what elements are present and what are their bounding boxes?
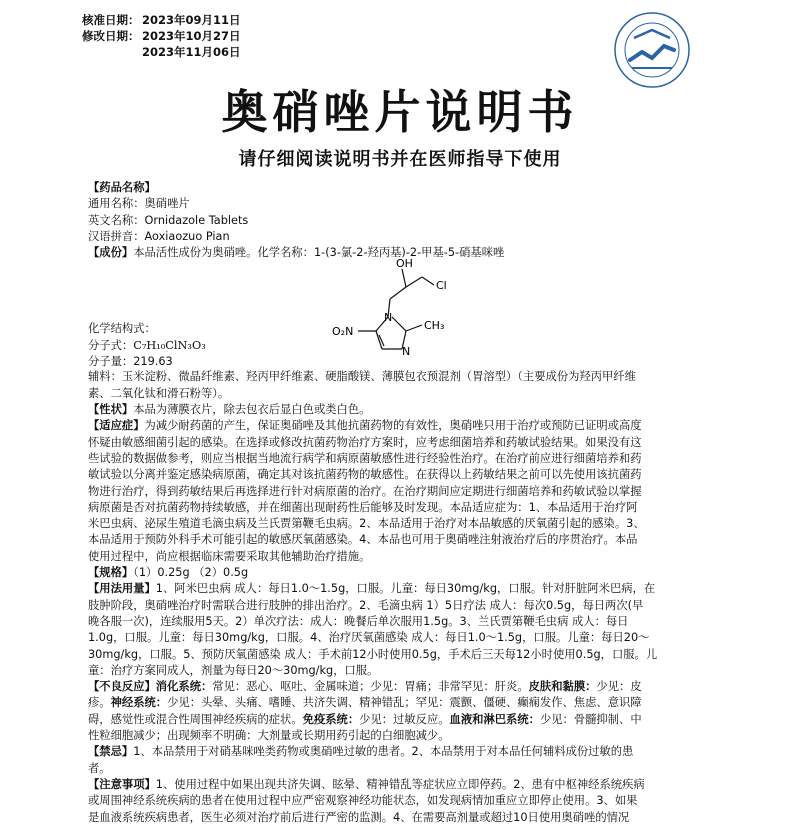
indication-line: 本品适用于预防外科手术可能引起的敏感厌氧菌感染。4、本品也可用于奥硝唑注射液治疗后的序贯治疗。本品 — [88, 533, 638, 547]
adverse-sub-heading: 免疫系统： — [302, 712, 360, 726]
adverse-heading: 【不良反应】 — [88, 680, 156, 694]
generic-name: 通用名称：奥硝唑片 — [88, 197, 190, 211]
page-title: 奥硝唑片说明书 — [221, 85, 579, 139]
approval-dates — [82, 12, 241, 60]
adverse-line: 性粒细胞减少；出现频率不明确：大剂量或长期用药引起的白细胞减少。 — [88, 729, 450, 743]
usage-line: 30mg/kg，口服。5、预防厌氧菌感染 成人：手术前12小时使用0.5g，手术后三天每12小时使用0.5g，口服。儿 — [88, 647, 658, 661]
adverse-sub-heading: 皮肤和黏膜： — [528, 680, 597, 694]
usage-line: 晚各服一次)，连续服用5天。2）单次疗法：成人：晚餐后单次服用1.5g。3、兰氏贾第鞭毛虫病 成人：每日 — [88, 614, 629, 628]
revision-date-label: 修改日期： — [82, 29, 140, 43]
indication-line — [88, 418, 718, 434]
character-heading: 【性状】 — [88, 403, 134, 417]
ch3-label: CH₃ — [424, 319, 445, 333]
excipients-line-2: 素、二氧化钛和滑石粉等）。 — [88, 386, 230, 400]
caution-line — [88, 777, 718, 793]
formula-block — [88, 321, 206, 370]
caution-line: 或周围神经系统疾病的患者在使用过程中应严密观察神经功能状态，如发现病情加重应立即停止使用。3、如果 — [88, 794, 638, 808]
indication-line: 米巴虫病、泌尿生殖道毛滴虫病及兰氏贾第鞭毛虫病。2、本品适用于治疗对本品敏感的厌氧菌引起的感染。3、 — [88, 517, 645, 531]
revision-date-value: 2023年10月27日 — [142, 29, 241, 43]
adverse-sub-heading: 消化系统： — [155, 680, 213, 694]
caution-text: 1、使用过程中如果出现共济失调、眩晕、精神错乱等症状应立即停药。2、患有中枢神经系统疾病 — [155, 777, 645, 791]
adverse-sub-heading: 血液和淋巴系统： — [449, 712, 540, 726]
character-line — [88, 402, 718, 418]
usage-line — [88, 581, 718, 597]
adverse-text: 少见：皮 — [596, 680, 642, 694]
no2-label: O₂N — [332, 325, 354, 339]
approval-date-value: 2023年09月11日 — [142, 13, 241, 27]
adverse-text: 少见：骨髓抑制、中 — [539, 712, 642, 726]
structure-label: 化学结构式： — [88, 322, 156, 336]
indication-line: 些试验的数据做参考，则应当根据当地流行病学和病原菌敏感性进行经验性治疗。在治疗前应进行细菌培养和药 — [88, 451, 642, 465]
leaflet-body — [88, 180, 718, 826]
indication-line: 物进行治疗，得到药敏结果后再选择进行针对病原菌的治疗。在治疗期间应定期进行细菌培养和药敏试验以掌握 — [88, 484, 642, 498]
spec-heading: 【规格】 — [88, 566, 134, 580]
revision-date-row — [82, 28, 241, 44]
pinyin-name: 汉语拼音：Aoxiaozuo Pian — [88, 229, 230, 243]
spec-line — [88, 565, 718, 581]
usage-text: 1、阿米巴虫病 成人：每日1.0～1.5g，口服。儿童：每日30mg/kg，口服。针对肝脏阿米巴病，在 — [155, 582, 656, 596]
usage-line: 1.0g，口服。儿童：每日30mg/kg，口服。4、治疗厌氧菌感染 成人：每日1.0～1.5g，口服。儿童：每日20～ — [88, 631, 650, 645]
caution-heading: 【注意事项】 — [88, 777, 156, 791]
adverse-text: 少见：过敏反应。 — [359, 712, 450, 726]
indication-heading: 【适应症】 — [88, 419, 145, 433]
revision-date-value-2: 2023年11月06日 — [142, 45, 241, 59]
cl-label: Cl — [436, 279, 447, 293]
usage-line: 童：治疗方案同成人，剂量为每日20～30mg/kg，口服。 — [88, 663, 379, 677]
oh-label: OH — [396, 257, 413, 271]
chemical-structure-block — [88, 257, 718, 369]
molecular-weight: 分子量：219.63 — [88, 355, 173, 369]
indication-line: 病原菌是否对抗菌药物持续敏感，并在细菌出现耐药性后能够及时发现。本品适应症为：1、本品适用于治疗阿 — [88, 500, 638, 514]
adverse-text: 碍，感觉性或混合性周围神经疾病的症状。 — [88, 712, 303, 726]
indication-line: 怀疑由敏感细菌引起的感染。在选择或修改抗菌药物治疗方案时，应考虑细菌培养和药敏试验结果。如果没有这 — [88, 435, 642, 449]
adverse-line — [88, 679, 718, 695]
indication-text: 为减少耐药菌的产生，保证奥硝唑及其他抗菌药物的有效性，奥硝唑只用于治疗或预防已证明或高度 — [144, 419, 642, 433]
indication-line: 敏试验以分离并鉴定感染病原菌，确定其对该抗菌药物的敏感性。在获得以上药敏结果之前可以先使用该抗菌药 — [88, 468, 642, 482]
caution-line: 是血液系统疾病患者，医生必须对治疗前后进行严密的监测。4、在需要高剂量或超过10日使用奥硝唑的情况 — [88, 810, 630, 824]
spec-text: （1）0.25g （2）0.5g — [133, 566, 249, 580]
approval-date-label: 核准日期： — [82, 13, 140, 27]
usage-heading: 【用法用量】 — [88, 582, 156, 596]
contra-line — [88, 744, 718, 760]
indication-line: 使用过程中，尚应根据临床需要采取其他辅助治疗措施。 — [88, 549, 371, 563]
molecular-formula: 分子式：C₇H₁₀ClN₃O₃ — [88, 338, 206, 352]
n1-label: N — [384, 311, 393, 325]
adverse-line — [88, 695, 718, 711]
usage-line: 肢肿阶段，奥硝唑治疗时需联合进行肢肿的排出治疗。2、毛滴虫病 1）5日疗法 成人：每次0.5g，每日两次(早 — [88, 598, 644, 612]
contra-text: 1、本品禁用于对硝基咪唑类药物或奥硝唑过敏的患者。2、本品禁用于对本品任何辅料成份过敏的患 — [133, 745, 634, 759]
chemical-structure-diagram — [318, 255, 478, 365]
character-text: 本品为薄膜衣片，除去包衣后显白色或类白色。 — [133, 403, 371, 417]
drug-name-heading: 【药品名称】 — [88, 181, 156, 194]
page-subtitle: 请仔细阅读说明书并在医师指导下使用 — [238, 149, 562, 170]
contra-heading: 【禁忌】 — [88, 745, 134, 759]
adverse-text: 少见：头晕、头痛、嗜睡、共济失调、精神错乱；罕见：震颤、僵硬、癫痫发作、焦虑、意识障 — [167, 696, 642, 710]
adverse-text: 常见：恶心、呕吐、金属味道；少见：胃痛；非常罕见：肝炎。 — [212, 680, 529, 694]
approval-date-row — [82, 12, 241, 28]
english-name: 英文名称：Ornidazole Tablets — [88, 213, 249, 227]
contra-line: 者。 — [88, 761, 111, 775]
composition-heading: 【成份】 — [88, 246, 134, 260]
revision-date-row-2 — [82, 44, 241, 60]
excipients-line-1: 辅料：玉米淀粉、微晶纤维素、羟丙甲纤维素、硬脂酸镁、薄膜包衣预混剂（胃溶型）（主要成份为羟丙甲纤维 — [88, 370, 636, 384]
n2-label: N — [402, 345, 411, 359]
composition-text: 本品活性成份为奥硝唑。化学名称：1-(3-氯-2-羟丙基)-2-甲基-5-硝基咪唑 — [133, 246, 505, 260]
adverse-sub-heading: 神经系统： — [110, 696, 168, 710]
adverse-text: 疹。 — [88, 696, 111, 710]
adverse-line — [88, 712, 718, 728]
